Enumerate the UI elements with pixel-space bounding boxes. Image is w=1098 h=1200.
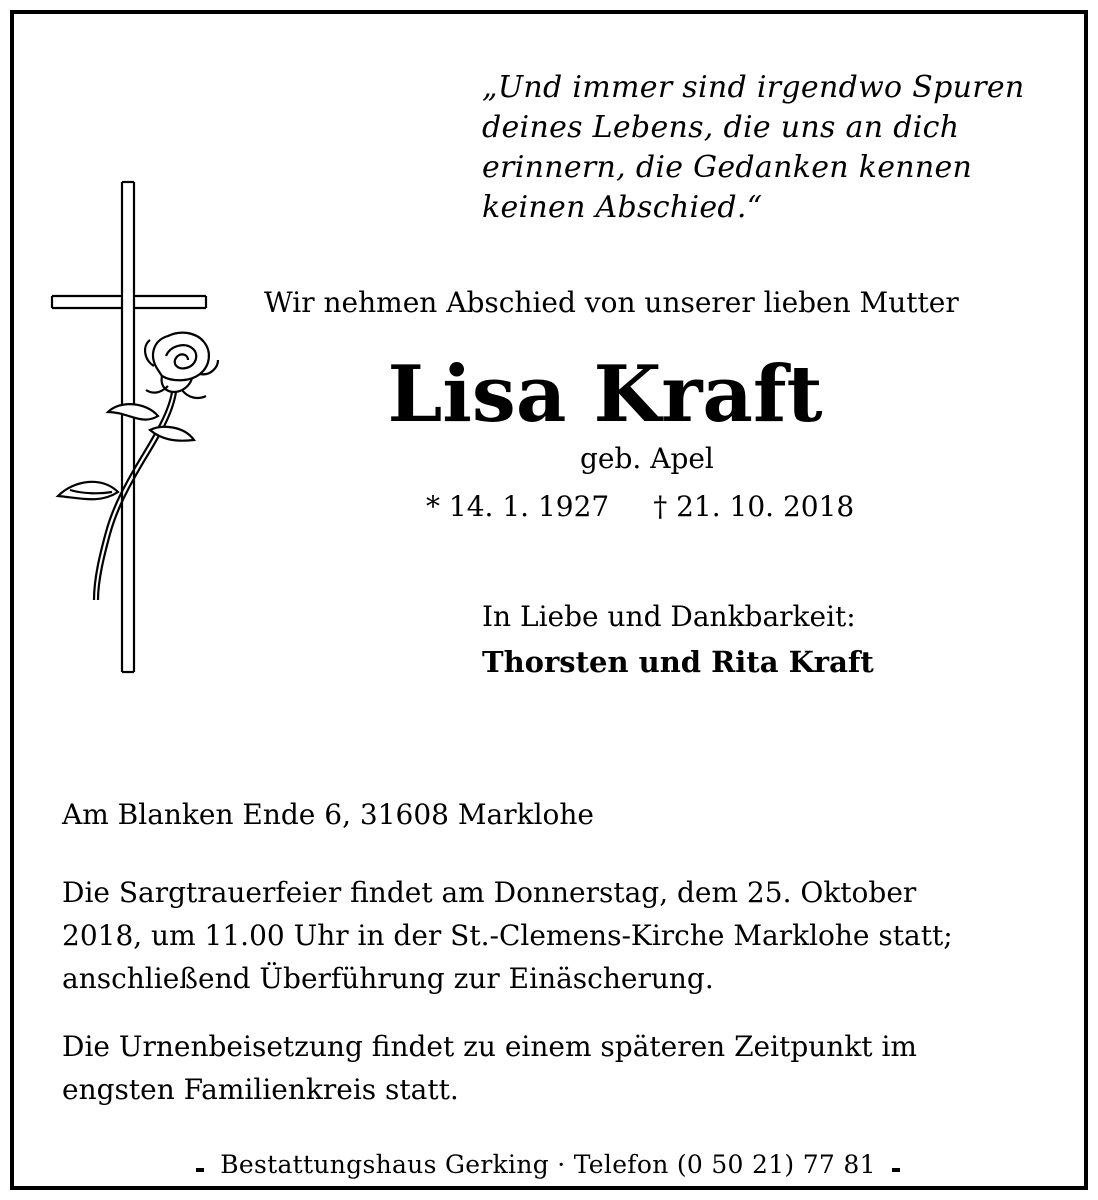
quote-line: erinnern, die Gedanken kennen — [482, 150, 973, 185]
funeral-service-info — [62, 871, 1038, 1000]
urn-burial-info — [62, 1025, 1038, 1111]
mourners-names: Thorsten und Rita Kraft — [482, 645, 874, 679]
burial-line: Die Urnenbeisetzung findet zu einem späteren Zeitpunkt im — [62, 1030, 917, 1063]
birth-date: * 14. 1. 1927 — [426, 490, 610, 523]
deceased-name: Lisa Kraft — [387, 349, 823, 440]
memorial-quote — [482, 68, 1025, 228]
funeral-line: 2018, um 11.00 Uhr in der St.-Clemens-Kirche Marklohe statt; — [62, 919, 953, 952]
quote-line: „Und immer sind irgendwo Spuren — [482, 70, 1025, 105]
funeral-home-footer: Bestattungshaus Gerking · Telefon (0 50 21) 77 81 — [204, 1150, 892, 1180]
funeral-line: anschließend Überführung zur Einäscherung. — [62, 962, 714, 995]
burial-line: engsten Familienkreis statt. — [62, 1073, 459, 1106]
mourners-intro: In Liebe und Dankbarkeit: — [482, 600, 856, 633]
quote-line: deines Lebens, die uns an dich — [482, 110, 960, 145]
death-date: † 21. 10. 2018 — [653, 490, 855, 523]
farewell-intro: Wir nehmen Abschied von unserer lieben Mutter — [264, 286, 959, 319]
quote-line: keinen Abschied.“ — [482, 190, 763, 225]
family-address: Am Blanken Ende 6, 31608 Marklohe — [62, 798, 594, 831]
life-dates — [426, 490, 854, 523]
funeral-line: Die Sargtrauerfeier findet am Donnerstag, dem 25. Oktober — [62, 876, 917, 909]
maiden-name: geb. Apel — [580, 442, 714, 475]
